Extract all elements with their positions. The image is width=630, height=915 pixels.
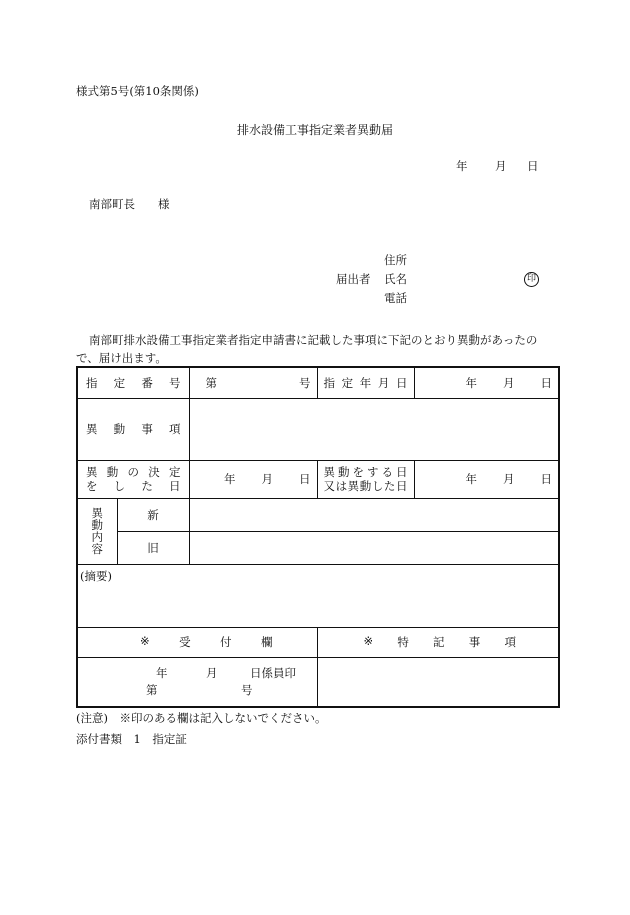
date-day: 日	[527, 159, 539, 173]
remarks-area	[317, 657, 559, 707]
decision-date-field[interactable]: 年 月 日	[189, 460, 317, 498]
document-title: 排水設備工事指定業者異動届	[236, 123, 393, 137]
new-content-field[interactable]	[189, 498, 559, 531]
addressee: 南部町長 様	[89, 197, 170, 211]
name-label: 氏名	[384, 272, 407, 286]
reception-stamp-area: 年 月 日係員印 第 号	[77, 657, 317, 707]
designation-number-label: 指 定 番 号	[77, 367, 189, 398]
row-change-dates	[77, 460, 559, 498]
row-change-items	[77, 398, 559, 460]
reception-header: ※ 受 付 欄	[77, 627, 317, 657]
change-items-field[interactable]	[189, 398, 559, 460]
row-office-use	[77, 657, 559, 707]
summary-label: (摘要)	[80, 568, 112, 583]
decision-date-label: 異 動 の 決 定 を し た 日	[77, 460, 189, 498]
designation-number-field[interactable]: 第 号	[189, 367, 317, 398]
old-label: 旧	[117, 531, 189, 564]
row-change-new	[77, 498, 559, 531]
change-date-label: 異 動 を す る 日 又 は 異 動 し た 日	[317, 460, 414, 498]
attachments-text: 添付書類 1 指定証	[76, 732, 187, 746]
notifier-label: 届出者	[336, 272, 371, 286]
row-change-old	[77, 531, 559, 564]
seal-mark: 印	[524, 272, 539, 287]
designation-date-label: 指 定 年 月 日	[317, 367, 414, 398]
address-label: 住所	[384, 253, 407, 267]
date-year: 年	[456, 159, 468, 173]
intro-text: 南部町排水設備工事指定業者指定申請書に記載した事項に下記のとおり異動があったので、届け出ます。	[76, 333, 538, 365]
note-text: (注意) ※印のある欄は記入しないでください。	[76, 711, 327, 725]
row-office-headers	[77, 627, 559, 657]
new-label: 新	[117, 498, 189, 531]
row-designation-number	[77, 367, 559, 398]
designation-date-field[interactable]: 年 月 日	[414, 367, 559, 398]
phone-label: 電話	[384, 291, 407, 305]
change-form-table	[76, 366, 560, 708]
change-date-field[interactable]: 年 月 日	[414, 460, 559, 498]
date-month: 月	[495, 159, 507, 173]
summary-field[interactable]	[77, 564, 559, 627]
form-code: 様式第5号(第10条関係)	[76, 84, 199, 98]
row-summary	[77, 564, 559, 627]
change-content-label: 異 動 内 容	[77, 498, 117, 564]
change-items-label: 異 動 事 項	[77, 398, 189, 460]
remarks-header: ※ 特 記 事 項	[317, 627, 559, 657]
old-content-field[interactable]	[189, 531, 559, 564]
